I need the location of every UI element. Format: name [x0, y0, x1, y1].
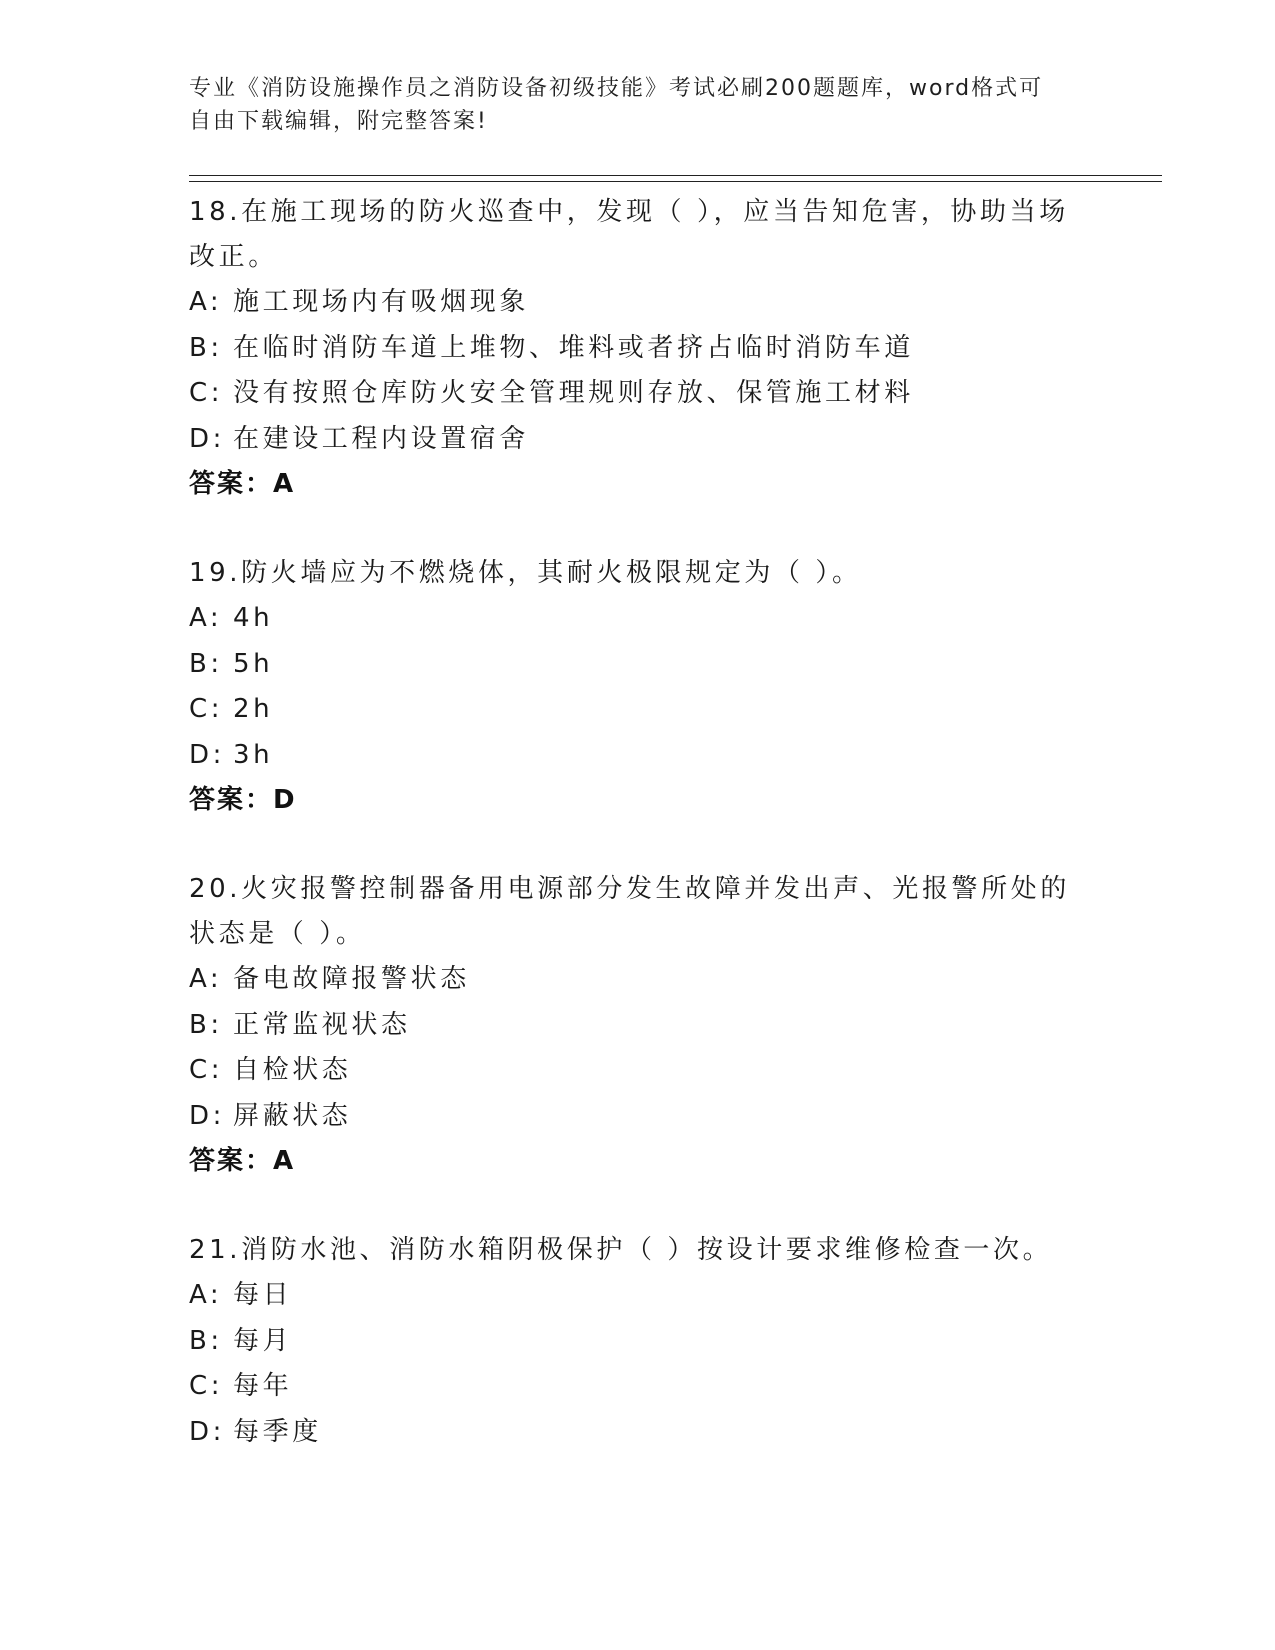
question-stem: 20.火灾报警控制器备用电源部分发生故障并发出声、光报警所处的状态是（ ）。: [189, 874, 1070, 949]
header-divider-top: [189, 175, 1162, 176]
answer: 答案：A: [189, 469, 296, 499]
option-text: 每日: [233, 1280, 293, 1310]
option-key: D:: [189, 1416, 225, 1447]
question-19: [189, 551, 1089, 823]
option-key: A:: [189, 1280, 223, 1310]
option-key: B:: [189, 1009, 223, 1040]
option-c: [189, 1364, 1089, 1410]
option-b: [189, 326, 1089, 372]
option-d: [189, 1094, 1089, 1140]
option-c: [189, 371, 1089, 417]
option-text: 每年: [233, 1371, 293, 1401]
option-b: [189, 1319, 1089, 1365]
option-c: [189, 1048, 1089, 1094]
option-d: [189, 733, 1089, 779]
document-header: [189, 72, 1089, 138]
option-key: D:: [189, 739, 225, 770]
question-stem: 21.消防水池、消防水箱阴极保护（ ）按设计要求维修检查一次。: [189, 1235, 1053, 1265]
question-spacer: [189, 823, 1089, 867]
option-text: 5h: [233, 648, 274, 679]
option-key: D:: [189, 423, 225, 454]
option-text: 在建设工程内设置宿舍: [233, 423, 530, 454]
option-a: [189, 596, 1089, 642]
question-list: [189, 190, 1089, 1455]
option-a: [189, 957, 1089, 1003]
option-a: [189, 280, 1089, 326]
option-key: A:: [189, 287, 223, 317]
option-key: B:: [189, 1325, 223, 1356]
option-key: C:: [189, 694, 224, 724]
answer: 答案：A: [189, 1146, 296, 1176]
option-key: B:: [189, 648, 223, 679]
option-b: [189, 1003, 1089, 1049]
question-spacer: [189, 1184, 1089, 1228]
option-text: 备电故障报警状态: [233, 964, 470, 994]
option-key: C:: [189, 378, 224, 408]
option-text: 2h: [233, 694, 274, 724]
option-key: C:: [189, 1055, 224, 1085]
question-21: [189, 1228, 1089, 1455]
option-d: [189, 1410, 1089, 1456]
option-text: 3h: [233, 739, 274, 770]
header-title-line-1: 专业《消防设施操作员之消防设备初级技能》考试必刷200题题库，word格式可: [189, 76, 1044, 101]
question-stem: 19.防火墙应为不燃烧体，其耐火极限规定为（ ）。: [189, 558, 862, 588]
option-b: [189, 642, 1089, 688]
option-text: 没有按照仓库防火安全管理规则存放、保管施工材料: [233, 378, 914, 408]
option-key: A:: [189, 964, 223, 994]
question-20: [189, 867, 1089, 1184]
option-text: 每月: [233, 1325, 293, 1356]
option-text: 屏蔽状态: [233, 1100, 352, 1131]
option-text: 自检状态: [233, 1055, 352, 1085]
question-stem: 18.在施工现场的防火巡查中，发现（ ），应当告知危害，协助当场改正。: [189, 197, 1069, 272]
option-a: [189, 1273, 1089, 1319]
option-key: C:: [189, 1371, 224, 1401]
option-c: [189, 687, 1089, 733]
header-title-line-2: 自由下载编辑，附完整答案!: [189, 109, 488, 134]
option-key: A:: [189, 603, 223, 633]
option-text: 4h: [233, 603, 274, 633]
option-key: B:: [189, 332, 223, 363]
option-text: 正常监视状态: [233, 1009, 411, 1040]
option-text: 在临时消防车道上堆物、堆料或者挤占临时消防车道: [233, 332, 914, 363]
option-key: D:: [189, 1100, 225, 1131]
question-18: [189, 190, 1089, 507]
question-spacer: [189, 507, 1089, 551]
option-text: 施工现场内有吸烟现象: [233, 287, 530, 317]
option-d: [189, 417, 1089, 463]
answer: 答案：D: [189, 785, 297, 815]
header-divider-bottom: [189, 181, 1162, 182]
option-text: 每季度: [233, 1416, 322, 1447]
